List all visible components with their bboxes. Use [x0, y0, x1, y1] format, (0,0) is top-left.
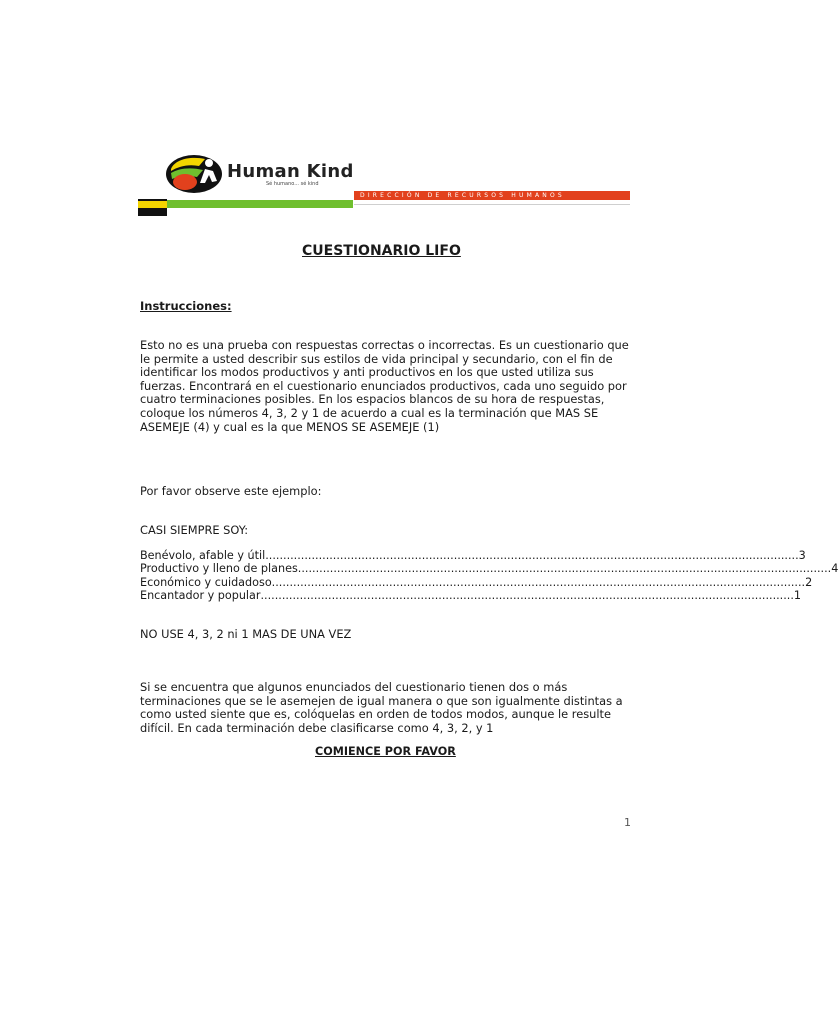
dot-leader: ...................................................................................................................................................... — [260, 589, 794, 603]
example-option — [140, 589, 802, 603]
instructions-heading: Instrucciones: — [140, 299, 232, 313]
example-option — [140, 575, 813, 589]
example-option-value: 2 — [805, 575, 813, 589]
example-intro: Por favor observe este ejemplo: — [140, 484, 322, 498]
dot-leader: ...................................................................................................................................................... — [297, 562, 832, 576]
brand-tagline: Sé humano... sé kind — [266, 181, 319, 187]
instructions-paragraph: Esto no es una prueba con respuestas correctas o incorrectas. Es un cuestionario que le permite a usted describir sus estilos de vida principal y secundario, con el fin de identificar los modos productivos y anti productivos en los que usted utiliza sus fuerzas. Encontrará en el cuestionario enunciados productivos, cada uno seguido por cuatro terminaciones posibles. En los espacios blancos de su hora de respuestas, coloque los números 4, 3, 2 y 1 de acuerdo a cual es la terminación que MAS SE ASEMEJE (4) y cual es la que MENOS SE ASEMEJE (1) — [140, 338, 629, 434]
example-option-label: Benévolo, afable y útil — [140, 549, 266, 562]
example-option — [140, 562, 838, 576]
divider-line — [354, 204, 630, 205]
department-band-text: DIRECCIÓN DE RECURSOS HUMANOS — [360, 192, 565, 199]
header-banner — [138, 150, 630, 218]
yellow-accent-strip — [138, 201, 167, 208]
tie-instructions-paragraph: Si se encuentra que algunos enunciados del cuestionario tienen dos o más terminaciones que se le asemejen de igual manera o que son igualmente distintas a como usted siente que es, colóquelas en orden de todos modos, aunque le resulte difícil. En cada terminación debe clasificarse como 4, 3, 2, y 1 — [140, 680, 623, 735]
dot-leader: ...................................................................................................................................................... — [271, 575, 806, 589]
usage-rule: NO USE 4, 3, 2 ni 1 MAS DE UNA VEZ — [140, 627, 352, 641]
example-option-value: 1 — [793, 589, 802, 603]
example-option-label: Productivo y lleno de planes — [140, 562, 298, 576]
page-number: 1 — [624, 816, 631, 829]
example-option-label: Encantador y popular — [140, 589, 261, 603]
example-options-list — [140, 549, 838, 603]
department-band — [354, 191, 630, 200]
example-option-value: 4 — [831, 562, 838, 576]
brand-name: Human Kind — [227, 161, 354, 182]
example-prompt: CASI SIEMPRE SOY: — [140, 523, 249, 537]
closing-instruction: COMIENCE POR FAVOR — [315, 745, 456, 758]
example-option-label: Económico y cuidadoso — [140, 575, 272, 589]
running-figure-logo-icon — [165, 153, 225, 195]
example-option — [140, 549, 806, 562]
green-accent-bar — [167, 200, 353, 208]
example-option-value: 3 — [798, 549, 806, 562]
document-title: CUESTIONARIO LIFO — [302, 243, 461, 259]
dot-leader: ...................................................................................................................................................... — [265, 549, 799, 562]
